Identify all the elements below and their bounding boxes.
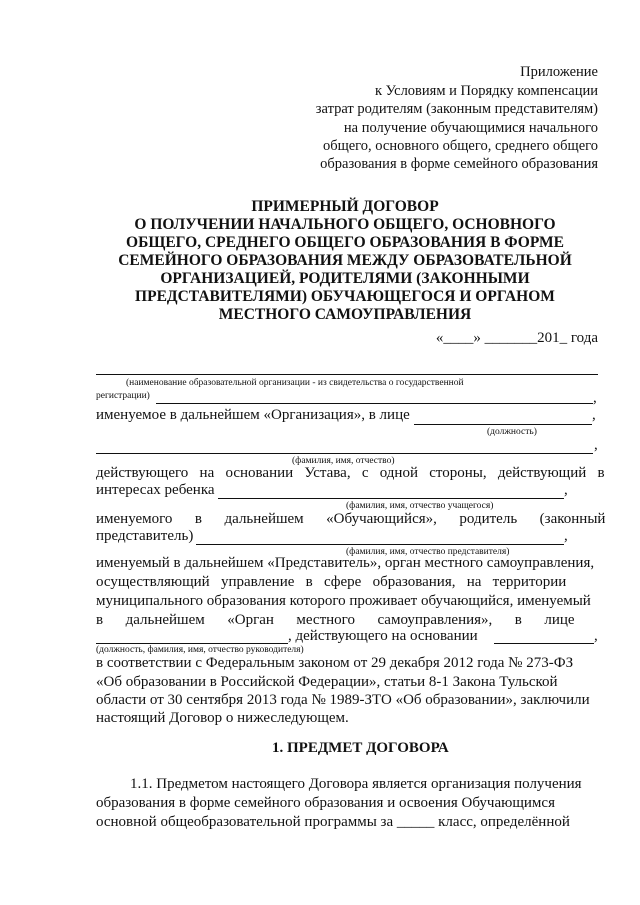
hint-org-registration: регистрации) [96,391,150,401]
law-line: «Об образовании в Российской Федерации», статьи 8-1 Закона Тульской [96,674,558,690]
header-line: общего, основного общего, среднего общего [322,138,598,154]
header-line: к Условиям и Порядку компенсации [374,83,598,99]
org-line: именуемое в дальнейшем «Организация», в лице [96,407,410,423]
org-registration-blank [156,403,593,404]
basis-blank [494,643,594,644]
section-heading: 1. ПРЕДМЕТ ДОГОВОРА [272,740,449,756]
position-blank [414,424,592,425]
law-line: области от 30 сентября 2013 года № 1989-ЗТО «Об образовании», заключили [96,692,590,708]
representative-line: представитель) [96,528,194,544]
clause-line: образования в форме семейного образования и освоения Обучающимся [96,795,555,811]
representative-blank [196,544,564,545]
title-line: СЕМЕЙНОГО ОБРАЗОВАНИЯ МЕЖДУ ОБРАЗОВАТЕЛЬНОЙ [118,252,572,269]
student-name-blank [218,498,564,499]
header-line: затрат родителям (законным представителям) [315,101,598,117]
title-line: О ПОЛУЧЕНИИ НАЧАЛЬНОГО ОБЩЕГО, ОСНОВНОГО [134,216,556,233]
head-blank [96,643,288,644]
title-line: ПРЕДСТАВИТЕЛЯМИ) ОБУЧАЮЩЕГОСЯ И ОРГАНОМ [135,288,555,305]
title-line: МЕСТНОГО САМОУПРАВЛЕНИЯ [218,306,472,323]
clause-line: 1.1. Предметом настоящего Договора является организация получения [130,776,582,792]
title-line: ОРГАНИЗАЦИЕЙ, РОДИТЕЛЯМИ (ЗАКОННЫМИ [160,270,530,287]
law-line: настоящий Договор о нижеследующем. [96,710,349,726]
child-interest-line: интересах ребенка [96,482,215,498]
para-line: именуемый в дальнейшем «Представитель», орган местного самоуправления, [96,555,595,571]
acting-basis: , действующего на основании [288,628,478,644]
hint-head: (должность, фамилия, имя, отчество руководителя) [96,645,304,655]
hint-position: (должность) [487,427,537,437]
hint-student: (фамилия, имя, отчество учащегося) [346,501,494,511]
hint-org: (наименование образовательной организации - из свидетельства о государственной [126,378,464,388]
title-line: ОБЩЕГО, СРЕДНЕГО ОБЩЕГО ОБРАЗОВАНИЯ В ФОРМЕ [126,234,564,251]
title-line: ПРИМЕРНЫЙ ДОГОВОР [251,198,439,215]
header-line: образования в форме семейного образования [320,156,598,172]
fio-blank [96,453,593,454]
hint-representative: (фамилия, имя, отчество представителя) [346,547,510,557]
header-line: на получение обучающимися начального [343,120,598,136]
law-line: в соответствии с Федеральным законом от 29 декабря 2012 года № 273-ФЗ [96,655,574,671]
clause-line: основной общеобразовательной программы за _____ класс, определённой [96,814,570,830]
acting-line: действующего на основании Устава, с одной стороны, действующий в [96,465,605,481]
para-line: муниципального образования которого проживает обучающийся, именуемый [96,593,591,609]
para-line: осуществляющий управление в сфере образования, на территории [96,574,567,590]
org-name-blank [96,374,598,375]
hint-fio: (фамилия, имя, отчество) [292,456,395,466]
header-line: Приложение [520,64,598,80]
para-line: в дальнейшем «Орган местного самоуправления», в лице [96,612,575,628]
contract-date: «____» _______201_ года [435,330,598,346]
student-named-line: именуемого в дальнейшем «Обучающийся», родитель (законный [96,511,606,527]
